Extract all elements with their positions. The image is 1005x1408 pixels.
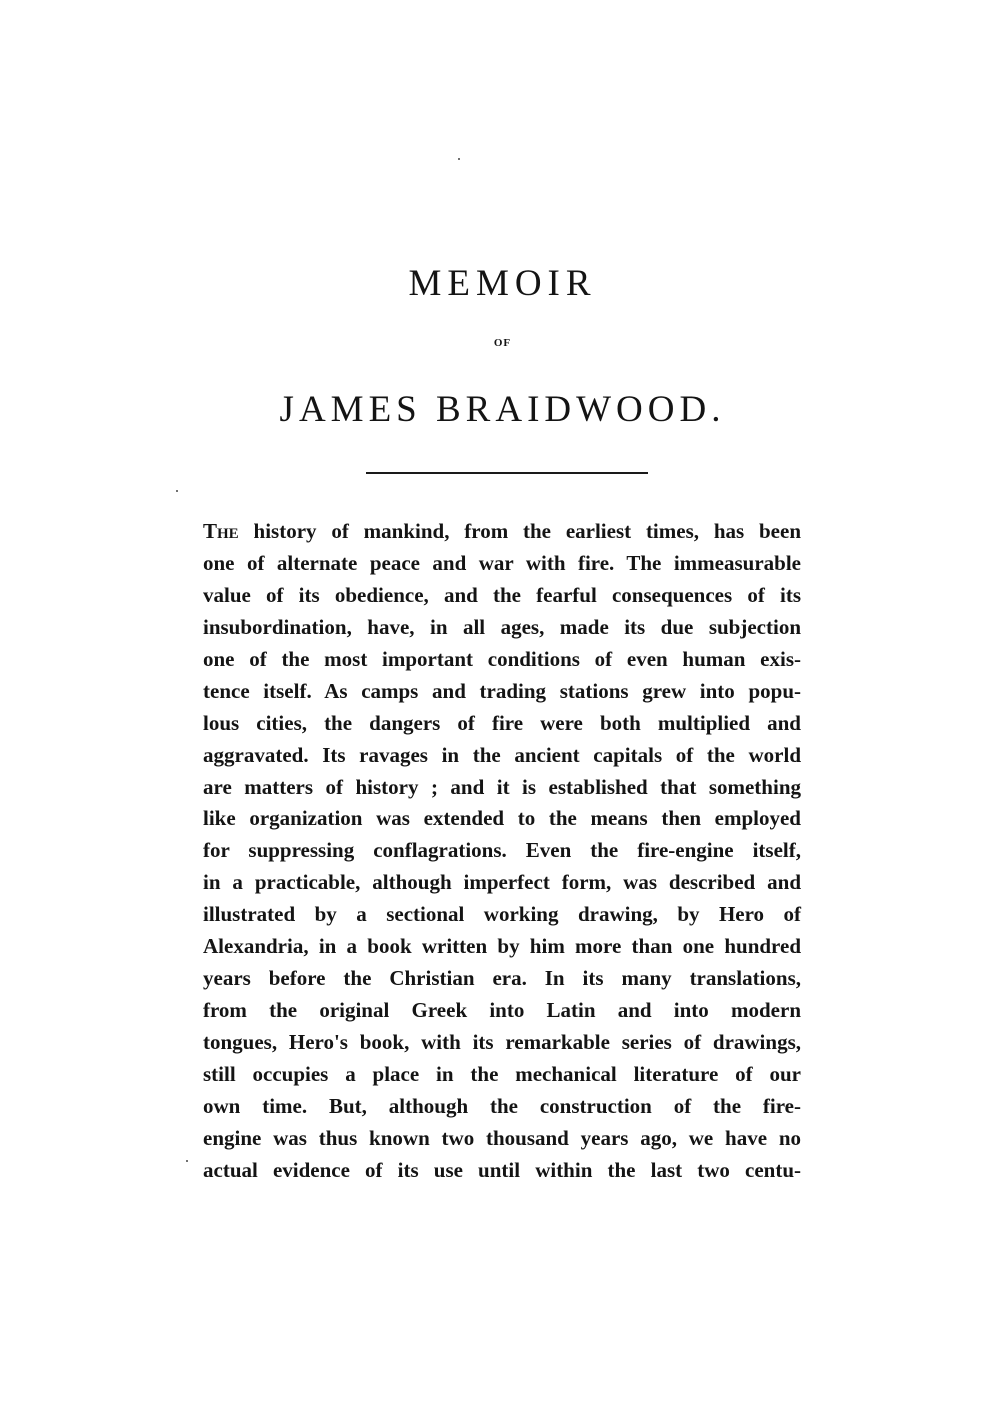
- text-line: years before the Christian era. In its many translations,: [203, 966, 801, 991]
- text-line: are matters of history ; and it is established that something: [203, 774, 801, 799]
- print-speck: [186, 1160, 188, 1162]
- text-line: actual evidence of its use until within the last two centu-: [203, 1157, 801, 1182]
- text-line: value of its obedience, and the fearful consequences of its: [203, 582, 801, 607]
- first-word: The: [203, 519, 239, 543]
- text-line: one of alternate peace and war with fire. The immeasurable: [203, 550, 801, 575]
- text-line: for suppressing conflagrations. Even the fire-engine itself,: [203, 838, 801, 863]
- text-line: aggravated. Its ravages in the ancient capitals of the world: [203, 742, 801, 767]
- text-line: own time. But, although the construction of the fire-: [203, 1093, 801, 1118]
- text-line: Alexandria, in a book written by him more than one hundred: [203, 934, 801, 959]
- text-line: still occupies a place in the mechanical literature of our: [203, 1061, 801, 1086]
- text-line: engine was thus known two thousand years ago, we have no: [203, 1125, 801, 1150]
- print-speck: [458, 158, 460, 160]
- text-line: [203, 516, 801, 548]
- text-line: in a practicable, although imperfect form, was described and: [203, 870, 801, 895]
- text-line: like organization was extended to the means then employed: [203, 806, 801, 831]
- text-line: from the original Greek into Latin and into modern: [203, 998, 801, 1023]
- body-paragraph: [203, 516, 801, 1187]
- text-line: lous cities, the dangers of fire were both multiplied and: [203, 710, 801, 735]
- text-line-content: history of mankind, from the earliest times, has been: [238, 519, 801, 543]
- text-line: insubordination, have, in all ages, made its due subjection: [203, 614, 801, 639]
- text-line: tence itself. As camps and trading stations grew into popu-: [203, 678, 801, 703]
- subject-name: JAMES BRAIDWOOD.: [279, 389, 726, 430]
- text-line: illustrated by a sectional working drawing, by Hero of: [203, 902, 801, 927]
- text-line: one of the most important conditions of even human exis-: [203, 646, 801, 671]
- title-divider: [366, 472, 648, 474]
- print-speck: [176, 490, 178, 492]
- memoir-title: MEMOIR: [408, 263, 597, 304]
- text-line: tongues, Hero's book, with its remarkable series of drawings,: [203, 1030, 801, 1054]
- title-connector: OF: [493, 337, 512, 349]
